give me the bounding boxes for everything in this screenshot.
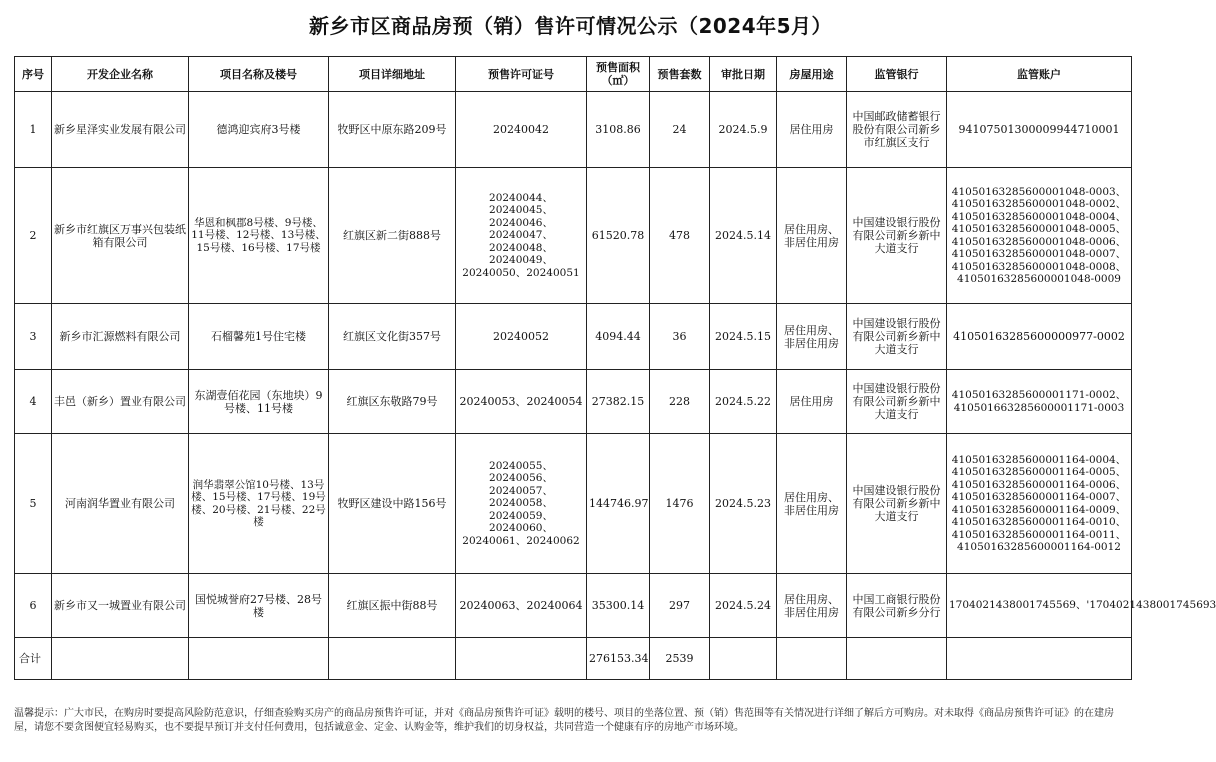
header-row: [15, 57, 1132, 92]
cell-account: 41050163285600001171-0002、41050166328560000117​1-0003: [947, 370, 1132, 434]
total-empty: [847, 638, 947, 680]
cell-date: 2024.5.23: [710, 434, 777, 574]
cell-bank: 中国建设银行股份有限公司新乡新中大道支行: [847, 370, 947, 434]
cell-project: 东湖壹佰花园（东地块）9号楼、11号楼: [189, 370, 329, 434]
cell-bank: 中国建设银行股份有限公司新乡新中大道支行: [847, 168, 947, 304]
cell-units: 478: [650, 168, 710, 304]
cell-use: 居住用房: [777, 92, 847, 168]
table-row: [15, 574, 1132, 638]
cell-no: 4: [15, 370, 52, 434]
header-address: 项目详细地址: [329, 57, 456, 92]
cell-permit: 20240053、20240054: [456, 370, 587, 434]
cell-date: 2024.5.14: [710, 168, 777, 304]
total-empty: [456, 638, 587, 680]
cell-no: 1: [15, 92, 52, 168]
cell-use: 居住用房、非居住用房: [777, 304, 847, 370]
cell-address: 牧野区建设中路156号: [329, 434, 456, 574]
cell-use: 居住用房: [777, 370, 847, 434]
header-use: 房屋用途: [777, 57, 847, 92]
total-units: 2539: [650, 638, 710, 680]
cell-no: 6: [15, 574, 52, 638]
header-project: 项目名称及楼号: [189, 57, 329, 92]
cell-account: 941075013000099447100​01: [947, 92, 1132, 168]
cell-project: 石榴馨苑1号住宅楼: [189, 304, 329, 370]
total-empty: [777, 638, 847, 680]
table-row: [15, 370, 1132, 434]
cell-no: 2: [15, 168, 52, 304]
cell-permit: 20240052: [456, 304, 587, 370]
cell-use: 居住用房、非居住用房: [777, 574, 847, 638]
cell-developer: 新乡市汇源燃料有限公司: [52, 304, 189, 370]
table-row: [15, 304, 1132, 370]
total-empty: [189, 638, 329, 680]
table-row: [15, 168, 1132, 304]
cell-account: 41050163285600000977-0002: [947, 304, 1132, 370]
total-label: 合计: [15, 638, 52, 680]
cell-developer: 河南润华置业有限公司: [52, 434, 189, 574]
cell-area: 27382.15: [587, 370, 650, 434]
header-developer: 开发企业名称: [52, 57, 189, 92]
cell-permit: 20240044、20240045、20240046、20240047、20240048、20240049、20240050、20240051: [456, 168, 587, 304]
cell-permit: 20240042: [456, 92, 587, 168]
cell-use: 居住用房、非居住用房: [777, 434, 847, 574]
cell-account: 1704021438001745569、'1704021438001745693: [947, 574, 1132, 638]
cell-address: 红旗区东敬路79号: [329, 370, 456, 434]
total-empty: [947, 638, 1132, 680]
cell-address: 牧野区中原东路209号: [329, 92, 456, 168]
cell-developer: 新乡市红旗区万事兴包装纸箱有限公司: [52, 168, 189, 304]
cell-account: 41050163285600001048-0003、41050163285600001048-0002、41050163285600001048-0004、41050163285600001048-0005、41050163285600001048-0006、41050163285600001048-0007、41050163285600001048-0008、41050163285600001048-0009: [947, 168, 1132, 304]
cell-units: 24: [650, 92, 710, 168]
cell-project: 华恩和枫郡8号楼、9号楼、11号楼、12号楼、13号楼、15号楼、16号楼、17号楼: [189, 168, 329, 304]
cell-permit: 20240055、20240056、20240057、20240058、20240059、20240060、20240061、20240062: [456, 434, 587, 574]
cell-date: 2024.5.9: [710, 92, 777, 168]
total-row: [15, 638, 1132, 680]
table-row: [15, 434, 1132, 574]
total-area: 276153.34: [587, 638, 650, 680]
table-row: [15, 92, 1132, 168]
cell-bank: 中国工商银行股份有限公司新乡分行: [847, 574, 947, 638]
cell-account: 41050163285600001164-0004、41050163285600001164-0005、41050163285600001164-0006、41050163285600001164-0007、41050163285600001164-0009、41050163285600001164-0010、41050163285600001164-0011、41050163285600001164-0012: [947, 434, 1132, 574]
cell-address: 红旗区新二街888号: [329, 168, 456, 304]
cell-developer: 丰邑（新乡）置业有限公司: [52, 370, 189, 434]
cell-address: 红旗区振中街88号: [329, 574, 456, 638]
page-title: 新乡市区商品房预（销）售许可情况公示（2024年5月）: [308, 14, 833, 38]
permit-table: [14, 56, 1216, 680]
cell-units: 228: [650, 370, 710, 434]
cell-project: 润华翡翠公馆10号楼、13号楼、15号楼、17号楼、19号楼、20号楼、21号楼、22号楼: [189, 434, 329, 574]
header-permit: 预售许可证号: [456, 57, 587, 92]
cell-date: 2024.5.24: [710, 574, 777, 638]
cell-units: 1476: [650, 434, 710, 574]
cell-area: 3108.86: [587, 92, 650, 168]
cell-permit: 20240063、20240064: [456, 574, 587, 638]
cell-date: 2024.5.15: [710, 304, 777, 370]
cell-bank: 中国邮政储蓄银行股份有限公司新乡市红旗区支行: [847, 92, 947, 168]
cell-developer: 新乡星泽实业发展有限公司: [52, 92, 189, 168]
header-bank: 监管银行: [847, 57, 947, 92]
total-empty: [52, 638, 189, 680]
cell-date: 2024.5.22: [710, 370, 777, 434]
total-empty: [329, 638, 456, 680]
header-area: 预售面积（㎡）: [587, 57, 650, 92]
notice-text: 温馨提示：广大市民，在购房时要提高风险防范意识，仔细查验购买房产的商品房预售许可证，并对《商品房预售许可证》载明的楼号、项目的坐落位置、预（销）售范围等有关情况进行详细了解后方可购房。对未取得《商品房预售许可证》的在建房屋，请您不要贪图便宜轻易购买，也不要提早预订并支付任何费用，包括诚意金、定金、认购金等，维护我们的切身权益，共同营造一个健康有序的房地产市场环境。: [14, 708, 1114, 733]
cell-project: 德鸿迎宾府3号楼: [189, 92, 329, 168]
cell-address: 红旗区文化街357号: [329, 304, 456, 370]
cell-units: 36: [650, 304, 710, 370]
cell-bank: 中国建设银行股份有限公司新乡新中大道支行: [847, 434, 947, 574]
cell-project: 国悦城誉府27号楼、28号楼: [189, 574, 329, 638]
total-empty: [710, 638, 777, 680]
cell-use: 居住用房、非居住用房: [777, 168, 847, 304]
cell-area: 4094.44: [587, 304, 650, 370]
cell-area: 35300.14: [587, 574, 650, 638]
header-date: 审批日期: [710, 57, 777, 92]
cell-bank: 中国建设银行股份有限公司新乡新中大道支行: [847, 304, 947, 370]
cell-no: 5: [15, 434, 52, 574]
cell-no: 3: [15, 304, 52, 370]
header-account: 监管账户: [947, 57, 1132, 92]
cell-units: 297: [650, 574, 710, 638]
header-units: 预售套数: [650, 57, 710, 92]
header-no: 序号: [15, 57, 52, 92]
cell-developer: 新乡市又一城置业有限公司: [52, 574, 189, 638]
cell-area: 144746.97: [587, 434, 650, 574]
cell-area: 61520.78: [587, 168, 650, 304]
